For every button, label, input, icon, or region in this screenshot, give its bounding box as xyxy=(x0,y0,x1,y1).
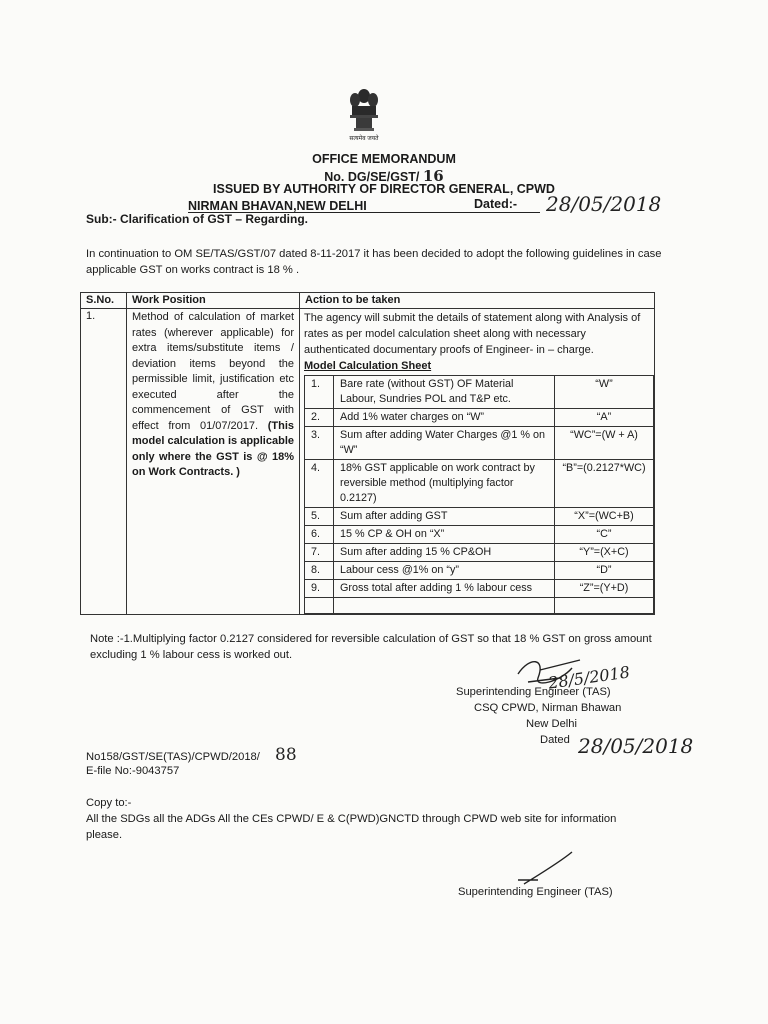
memo-number-handwritten: 16 xyxy=(422,167,444,185)
emblem-caption: सत्यमेव जयते xyxy=(349,136,379,142)
memo-title: OFFICE MEMORANDUM xyxy=(312,152,456,166)
table-header-row xyxy=(81,293,655,309)
calc-number: 4. xyxy=(305,460,334,508)
calc-number: 2. xyxy=(305,409,334,427)
work-position-note: (This model calculation is applicable only where the GST is @ 18% on Work Contracts. ) xyxy=(132,419,294,478)
calc-description: Add 1% water charges on “W” xyxy=(334,409,555,427)
reference-number: No158/GST/SE(TAS)/CPWD/2018/ xyxy=(86,751,260,763)
action-text: The agency will submit the details of statement along with Analysis of rates as per model calculation sheet along with necessary authenticated documentary proofs of Engineer- in – charge. xyxy=(304,312,641,356)
calc-row xyxy=(305,427,654,460)
calc-row xyxy=(305,562,654,580)
signatory-office: CSQ CPWD, Nirman Bhawan xyxy=(474,702,622,714)
calc-description: Sum after adding GST xyxy=(334,508,555,526)
efile-number: E-file No:-9043757 xyxy=(86,765,180,777)
calc-row xyxy=(305,376,654,409)
calc-formula: “C” xyxy=(555,526,654,544)
calc-formula: “Y”=(X+C) xyxy=(555,544,654,562)
calc-formula: “D” xyxy=(555,562,654,580)
calc-description: Labour cess @1% on “y” xyxy=(334,562,555,580)
calc-number: 1. xyxy=(305,376,334,409)
calc-description: 15 % CP & OH on “X” xyxy=(334,526,555,544)
model-sheet-title: Model Calculation Sheet xyxy=(304,360,432,372)
intro-paragraph: In continuation to OM SE/TAS/GST/07 dated 8-11-2017 it has been decided to adopt the following guidelines in case applicable GST on works contract is 18 % . xyxy=(86,248,662,276)
calc-row xyxy=(305,526,654,544)
header-sno: S.No. xyxy=(81,293,127,309)
calc-row xyxy=(305,580,654,598)
calc-number: 7. xyxy=(305,544,334,562)
signatory-city: New Delhi xyxy=(526,718,577,730)
calc-row xyxy=(305,460,654,508)
calc-formula: “WC”=(W + A) xyxy=(555,427,654,460)
calc-description: Sum after adding 15 % CP&OH xyxy=(334,544,555,562)
reference-number-handwritten: 88 xyxy=(275,745,297,765)
issuing-authority: ISSUED BY AUTHORITY OF DIRECTOR GENERAL, CPWD xyxy=(213,182,555,196)
calc-row xyxy=(305,544,654,562)
footer-designation: Superintending Engineer (TAS) xyxy=(458,886,613,898)
calc-number: 6. xyxy=(305,526,334,544)
calc-formula: “B”=(0.2127*WC) xyxy=(555,460,654,508)
calc-row xyxy=(305,508,654,526)
calc-number: 9. xyxy=(305,580,334,598)
subject: Sub:- Clarification of GST – Regarding. xyxy=(86,212,309,226)
header-action: Action to be taken xyxy=(300,293,655,309)
note: Note :-1.Multiplying factor 0.2127 considered for reversible calculation of GST so that 18 % GST on gross amount excluding 1 % labour cess is worked out. xyxy=(90,633,652,661)
calc-blank-cell xyxy=(334,598,555,614)
calc-number: 5. xyxy=(305,508,334,526)
calc-blank-cell xyxy=(305,598,334,614)
copy-label: Copy to:- xyxy=(86,797,132,809)
signatory-dated-handwritten: 28/05/2018 xyxy=(578,734,694,758)
dated-label: Dated:- xyxy=(474,197,518,211)
footer-signature-mark xyxy=(510,850,590,888)
calc-formula: “Z”=(Y+D) xyxy=(555,580,654,598)
dated-handwritten: 28/05/2018 xyxy=(546,192,662,216)
work-position-text: Method of calculation of market rates (wherever applicable) for extra items/substitute items / deviation items beyond the permissible limit, justification etc executed after the commencement of GST with effect from 01/07/2017. xyxy=(132,311,294,432)
calc-number: 3. xyxy=(305,427,334,460)
calc-blank-cell xyxy=(555,598,654,614)
memo-number: No. DG/SE/GST/ xyxy=(324,170,420,184)
calc-number: 8. xyxy=(305,562,334,580)
header-work-position: Work Position xyxy=(127,293,300,309)
calc-formula: “W” xyxy=(555,376,654,409)
cell-sno: 1. xyxy=(81,309,127,615)
cell-work-position xyxy=(127,309,300,615)
signature-date-handwritten: 28/5/2018 xyxy=(547,662,631,693)
calc-formula: “A” xyxy=(555,409,654,427)
calc-description: Bare rate (without GST) OF Material Labour, Sundries POL and T&P etc. xyxy=(334,376,555,409)
cell-action xyxy=(300,309,655,615)
guidelines-table xyxy=(80,292,655,615)
calc-row-blank xyxy=(305,598,654,614)
calc-description: Gross total after adding 1 % labour cess xyxy=(334,580,555,598)
copy-text: All the SDGs all the ADGs All the CEs CPWD/ E & C(PWD)GNCTD through CPWD web site for information please. xyxy=(86,813,617,841)
calc-description: 18% GST applicable on work contract by reversible method (multiplying factor 0.2127) xyxy=(334,460,555,508)
place: NIRMAN BHAVAN,NEW DELHI xyxy=(188,199,367,213)
signatory-dated-label: Dated xyxy=(540,734,570,746)
calc-formula: “X”=(WC+B) xyxy=(555,508,654,526)
calc-description: Sum after adding Water Charges @1 % on “W” xyxy=(334,427,555,460)
signatory-designation: Superintending Engineer (TAS) xyxy=(456,686,611,698)
table-row xyxy=(81,309,655,615)
calc-row xyxy=(305,409,654,427)
model-calculation-table xyxy=(304,375,654,614)
